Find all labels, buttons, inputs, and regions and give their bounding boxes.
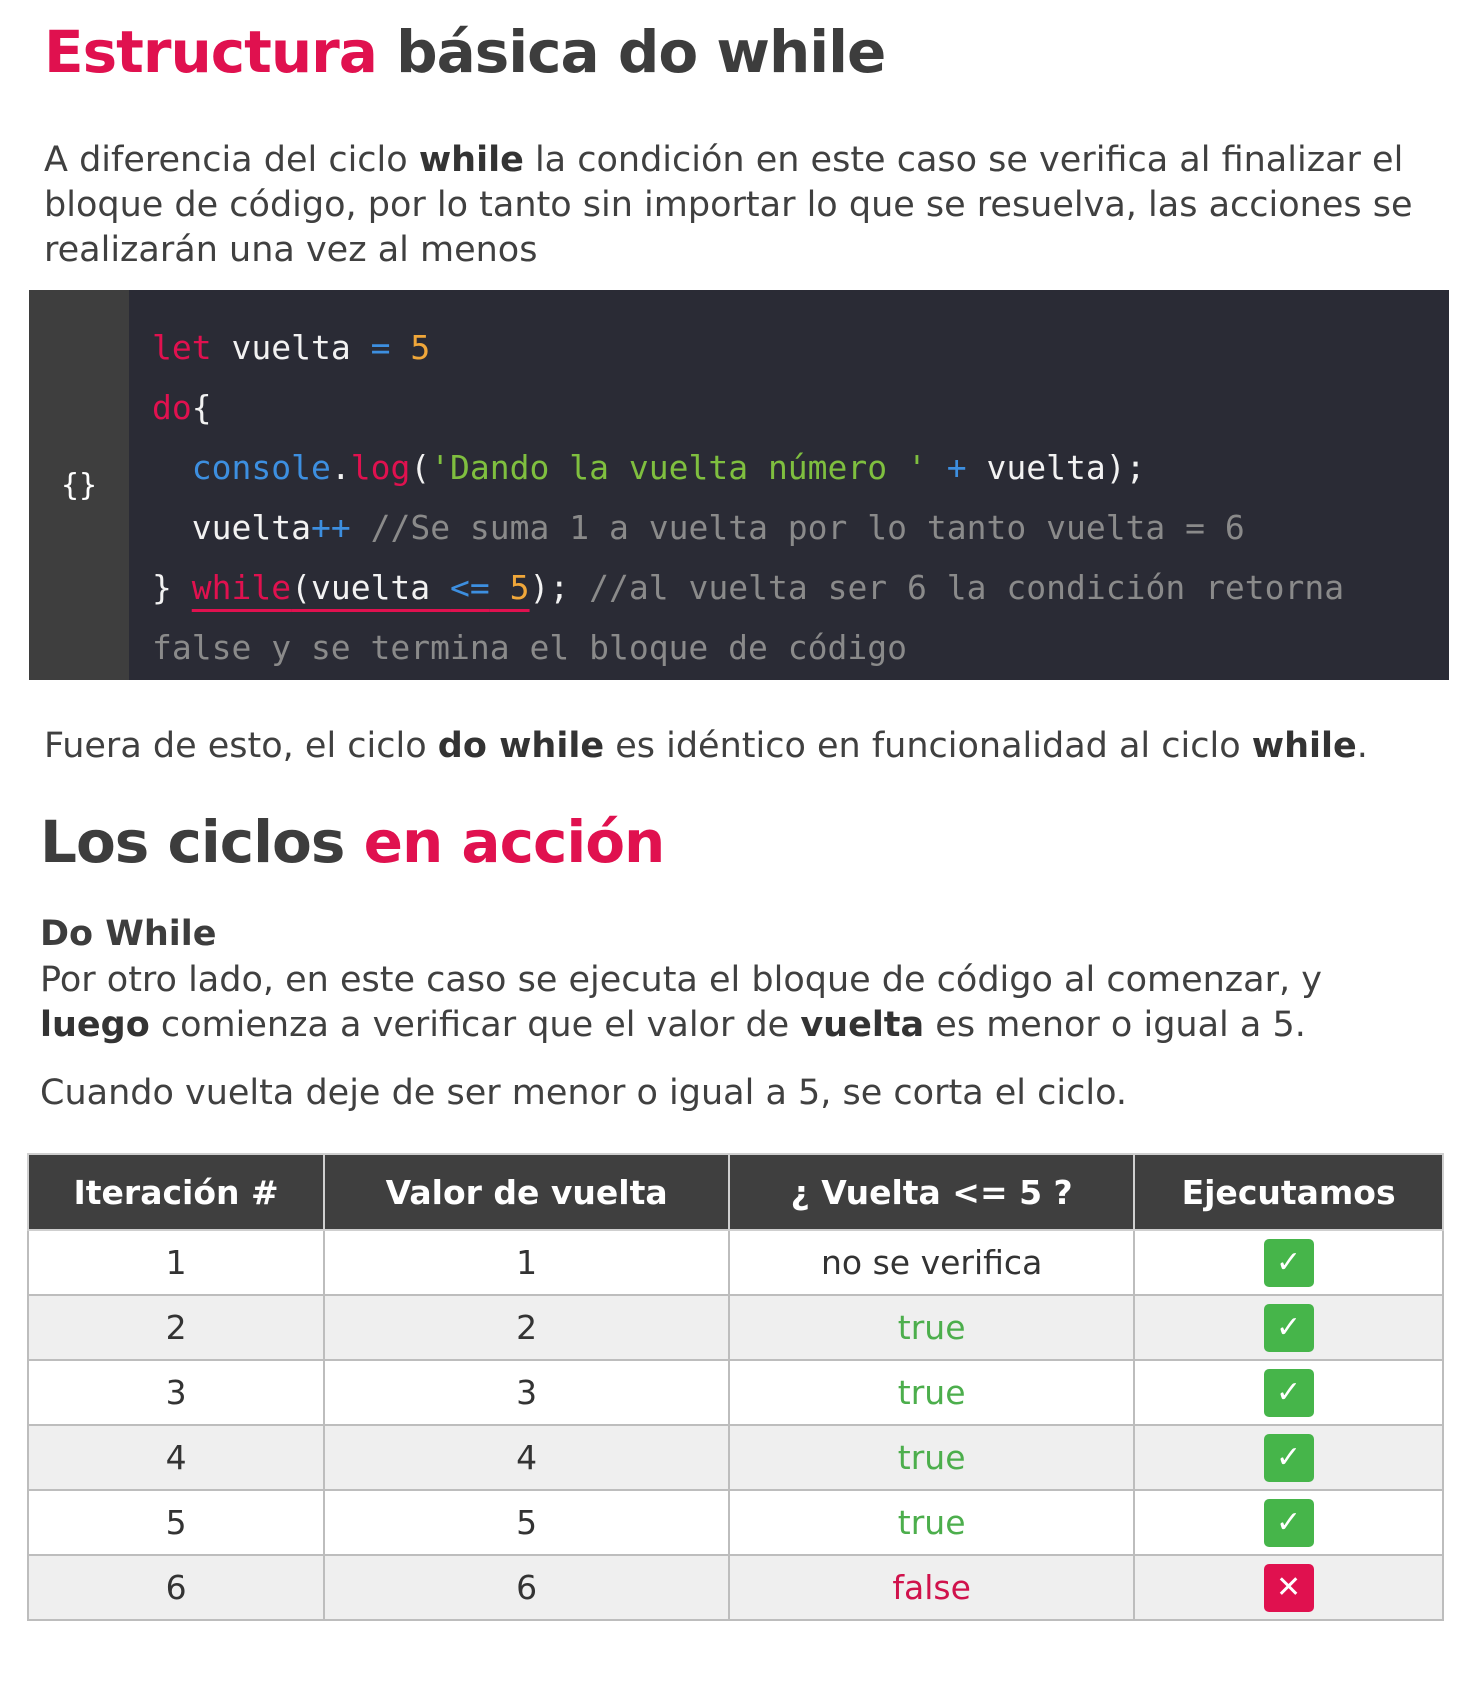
- cell-iteration: 6: [28, 1555, 324, 1620]
- cell-value: 5: [324, 1490, 729, 1555]
- cell-execute: [1134, 1230, 1443, 1295]
- cut-paragraph: Cuando vuelta deje de ser menor o igual a 5, se corta el ciclo.: [40, 1073, 1128, 1113]
- title-accent: Estructura: [44, 18, 377, 86]
- cell-value: 4: [324, 1425, 729, 1490]
- cell-value: 3: [324, 1360, 729, 1425]
- checkmark-icon: ✓: [1264, 1369, 1314, 1417]
- header-iteration: Iteración #: [28, 1154, 324, 1230]
- table-row: [28, 1295, 1443, 1360]
- table-row: [28, 1555, 1443, 1620]
- header-execute: Ejecutamos: [1134, 1154, 1443, 1230]
- cell-condition: true: [729, 1295, 1134, 1360]
- table-row: [28, 1490, 1443, 1555]
- cell-iteration: 2: [28, 1295, 324, 1360]
- iteration-table: [27, 1153, 1444, 1621]
- table-header-row: [28, 1154, 1443, 1230]
- cell-condition: true: [729, 1360, 1134, 1425]
- cell-execute: [1134, 1555, 1443, 1620]
- cell-iteration: 4: [28, 1425, 324, 1490]
- cell-execute: [1134, 1425, 1443, 1490]
- do-while-subtitle: Do While: [40, 914, 217, 954]
- outro-paragraph: Fuera de esto, el ciclo do while es idéntico en funcionalidad al ciclo while.: [44, 726, 1368, 766]
- do-while-description: Por otro lado, en este caso se ejecuta el bloque de código al comenzar, y luego comienza a verificar que el valor de vuelta es menor o igual a 5.: [40, 960, 1322, 1045]
- cell-iteration: 1: [28, 1230, 324, 1295]
- checkmark-icon: ✓: [1264, 1434, 1314, 1482]
- cell-condition: false: [729, 1555, 1134, 1620]
- intro-paragraph: A diferencia del ciclo while la condición en este caso se verifica al finalizar el bloque de código, por lo tanto sin importar lo que se resuelva, las acciones se realizarán una vez al menos: [44, 140, 1413, 270]
- section-title-structure: [44, 18, 885, 86]
- cell-value: 1: [324, 1230, 729, 1295]
- cell-execute: [1134, 1295, 1443, 1360]
- cell-iteration: 5: [28, 1490, 324, 1555]
- title-rest: básica do while: [376, 18, 886, 86]
- section-title-cycles: Los ciclos en acción: [40, 808, 665, 876]
- cell-condition: true: [729, 1425, 1134, 1490]
- cell-condition: no se verifica: [729, 1230, 1134, 1295]
- checkmark-icon: ✓: [1264, 1304, 1314, 1352]
- checkmark-icon: ✓: [1264, 1499, 1314, 1547]
- header-value: Valor de vuelta: [324, 1154, 729, 1230]
- header-condition: ¿ Vuelta <= 5 ?: [729, 1154, 1134, 1230]
- table-row: [28, 1230, 1443, 1295]
- cell-execute: [1134, 1360, 1443, 1425]
- code-braces-icon: {}: [29, 290, 129, 680]
- code-content: let vuelta = 5 do{ console.log('Dando la vuelta número ' + vuelta); vuelta++ //Se suma 1 a vuelta por lo tanto vuelta = 6 } while(vuelta <= 5); //al vuelta ser 6 la condición retorna false y se termina el bloque de código: [152, 328, 1365, 667]
- cell-value: 6: [324, 1555, 729, 1620]
- cell-value: 2: [324, 1295, 729, 1360]
- cell-execute: [1134, 1490, 1443, 1555]
- checkmark-icon: ✓: [1264, 1239, 1314, 1287]
- table-row: [28, 1425, 1443, 1490]
- code-block: [29, 290, 1449, 680]
- cross-icon: ✕: [1264, 1564, 1314, 1612]
- cell-iteration: 3: [28, 1360, 324, 1425]
- table-row: [28, 1360, 1443, 1425]
- cell-condition: true: [729, 1490, 1134, 1555]
